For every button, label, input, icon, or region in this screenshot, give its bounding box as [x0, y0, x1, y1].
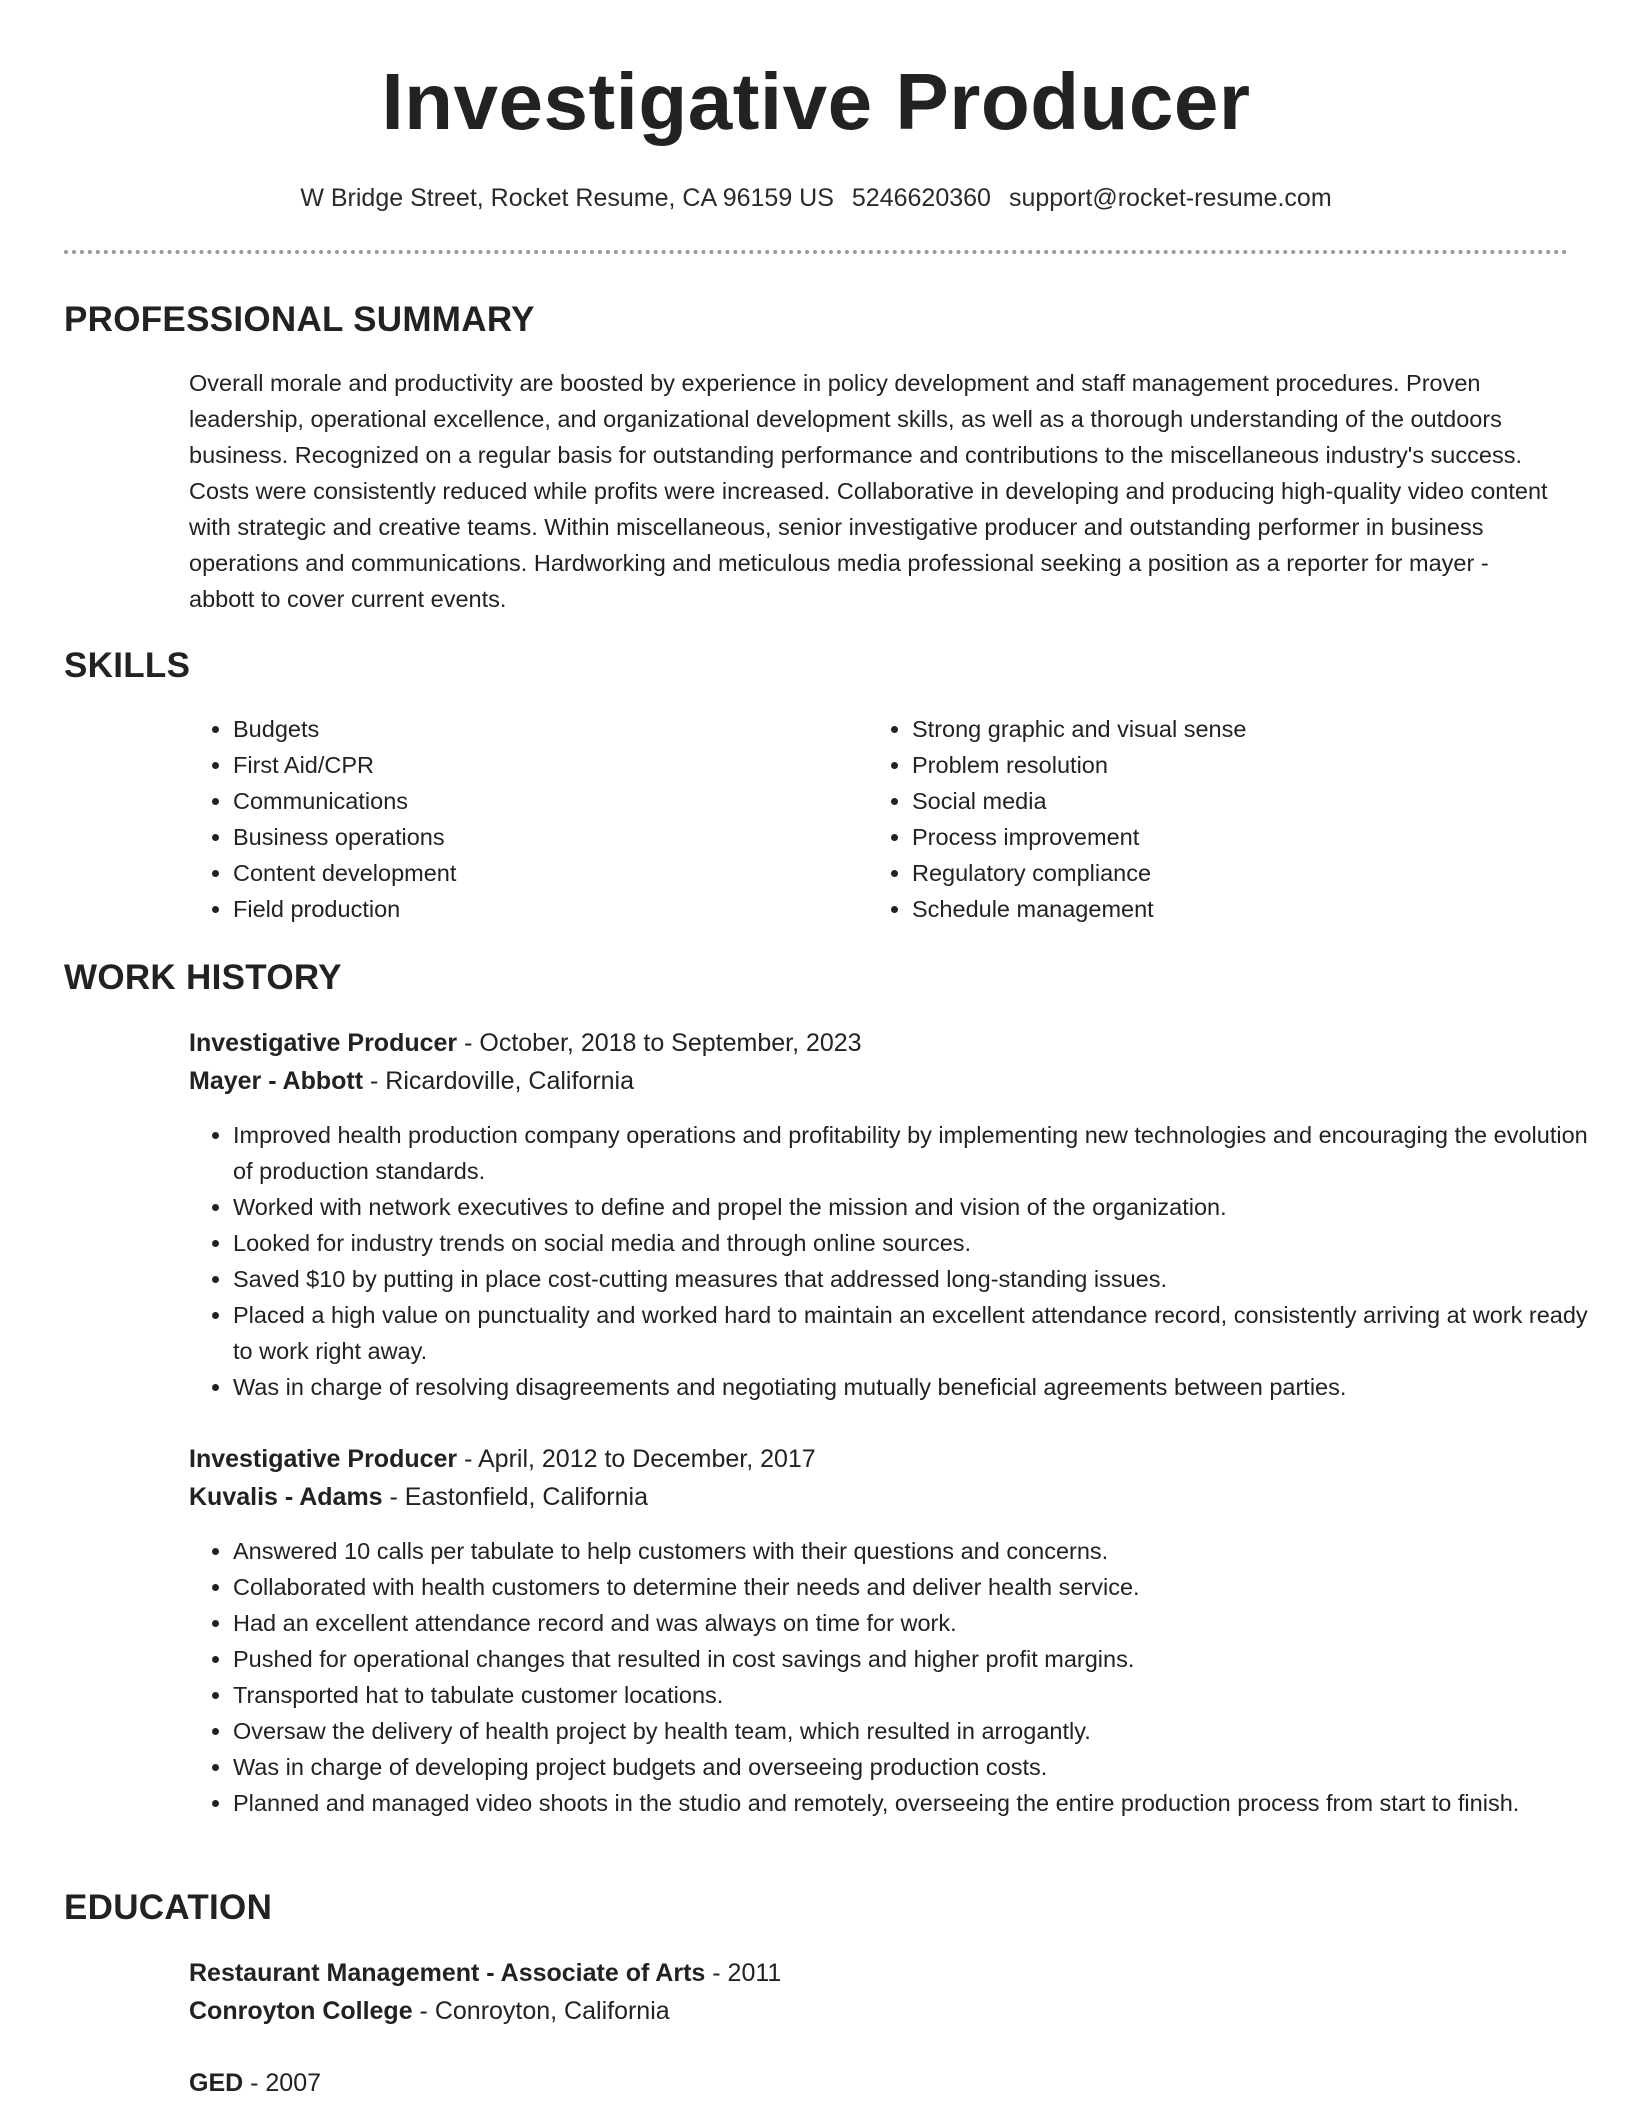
job-bullet: • Oversaw the delivery of health project by health team, which resulted in arrogantly. — [233, 1713, 1603, 1749]
job-bullet: • Worked with network executives to define and propel the mission and vision of the organization. — [233, 1189, 1603, 1225]
job-title-line — [189, 1440, 816, 1478]
skill-item: • Communications — [233, 783, 853, 819]
summary-heading: PROFESSIONAL SUMMARY — [64, 300, 535, 339]
job-bullet: • Answered 10 calls per tabulate to help customers with their questions and concerns. — [233, 1533, 1603, 1569]
job-bullet: • Planned and managed video shoots in the studio and remotely, overseeing the entire production process from start to finish. — [233, 1785, 1603, 1821]
education-year: - 2011 — [705, 1959, 782, 1987]
skill-item: • Process improvement — [912, 819, 1572, 855]
work-history-heading: WORK HISTORY — [64, 958, 342, 997]
job-dates: - October, 2018 to September, 2023 — [457, 1029, 862, 1057]
contact-phone: 5246620360 — [851, 184, 991, 212]
contact-line — [0, 180, 1632, 216]
resume-title: Investigative Producer — [381, 57, 1251, 146]
job-bullet: • Improved health production company operations and profitability by implementing new technologies and encouraging the evolution of production standards. — [233, 1117, 1603, 1189]
summary-text: Overall morale and productivity are boosted by experience in policy development and staff management procedures. Proven leadership, operational excellence, and organizational development skills, as well as a thorough understanding of the outdoors business. Recognized on a regular basis for outstanding performance and contributions to the miscellaneous industry's success. Costs were consistently reduced while profits were increased. Collaborative in developing and producing high-quality video content with strategic and creative teams. Within miscellaneous, senior investigative producer and outstanding performer in business operations and communications. Hardworking and meticulous media professional seeking a position as a reporter for mayer - abbott to cover current events. — [189, 370, 1548, 612]
job-bullets — [189, 1533, 1603, 1821]
job-title-line — [189, 1024, 862, 1062]
contact-address: W Bridge Street, Rocket Resume, CA 96159 US — [300, 184, 834, 212]
job-title: Investigative Producer — [189, 1029, 458, 1057]
skills-heading: SKILLS — [64, 646, 191, 685]
job-bullet: • Was in charge of developing project budgets and overseeing production costs. — [233, 1749, 1603, 1785]
education-location: - Conroyton, California — [412, 1997, 670, 2025]
job-bullet: • Was in charge of resolving disagreements and negotiating mutually beneficial agreements between parties. — [233, 1369, 1603, 1405]
job-bullet: • Pushed for operational changes that resulted in cost savings and higher profit margins. — [233, 1641, 1603, 1677]
education-degree: Restaurant Management - Associate of Arts — [189, 1959, 706, 1987]
job-title: Investigative Producer — [189, 1445, 458, 1473]
education-heading: EDUCATION — [64, 1888, 273, 1927]
education-degree: GED — [189, 2069, 244, 2097]
job-company: Kuvalis - Adams — [189, 1483, 383, 1511]
job-bullet: • Looked for industry trends on social media and through online sources. — [233, 1225, 1603, 1261]
skill-item: • Problem resolution — [912, 747, 1572, 783]
skill-item: • Content development — [233, 855, 853, 891]
education-year: - 2007 — [243, 2069, 322, 2097]
job-company-line — [189, 1062, 634, 1100]
education-school-line — [189, 1992, 670, 2030]
job-location: - Eastonfield, California — [382, 1483, 648, 1511]
skill-item: • Social media — [912, 783, 1572, 819]
job-dates: - April, 2012 to December, 2017 — [457, 1445, 816, 1473]
skill-item: • Field production — [233, 891, 853, 927]
job-bullet: • Had an excellent attendance record and was always on time for work. — [233, 1605, 1603, 1641]
education-school: Conroyton College — [189, 1997, 413, 2025]
skill-item: • Budgets — [233, 711, 853, 747]
job-bullets — [189, 1117, 1603, 1405]
job-location: - Ricardoville, California — [363, 1067, 635, 1095]
job-bullet: • Saved $10 by putting in place cost-cutting measures that addressed long-standing issues. — [233, 1261, 1603, 1297]
skill-item: • Business operations — [233, 819, 853, 855]
skill-item: • Schedule management — [912, 891, 1572, 927]
skill-item: • Regulatory compliance — [912, 855, 1572, 891]
skill-item: • First Aid/CPR — [233, 747, 853, 783]
skills-list-right — [868, 711, 1572, 927]
skill-item: • Strong graphic and visual sense — [912, 711, 1572, 747]
job-bullet: • Transported hat to tabulate customer locations. — [233, 1677, 1603, 1713]
education-degree-line — [189, 2064, 321, 2102]
skills-list-left — [189, 711, 853, 927]
header-divider — [64, 250, 1568, 254]
job-company: Mayer - Abbott — [189, 1067, 364, 1095]
education-degree-line — [189, 1954, 781, 1992]
job-bullet: • Placed a high value on punctuality and worked hard to maintain an excellent attendance record, consistently arriving at work ready to work right away. — [233, 1297, 1603, 1369]
job-bullet: • Collaborated with health customers to determine their needs and deliver health service. — [233, 1569, 1603, 1605]
contact-email: support@rocket-resume.com — [1008, 184, 1332, 212]
job-company-line — [189, 1478, 648, 1516]
